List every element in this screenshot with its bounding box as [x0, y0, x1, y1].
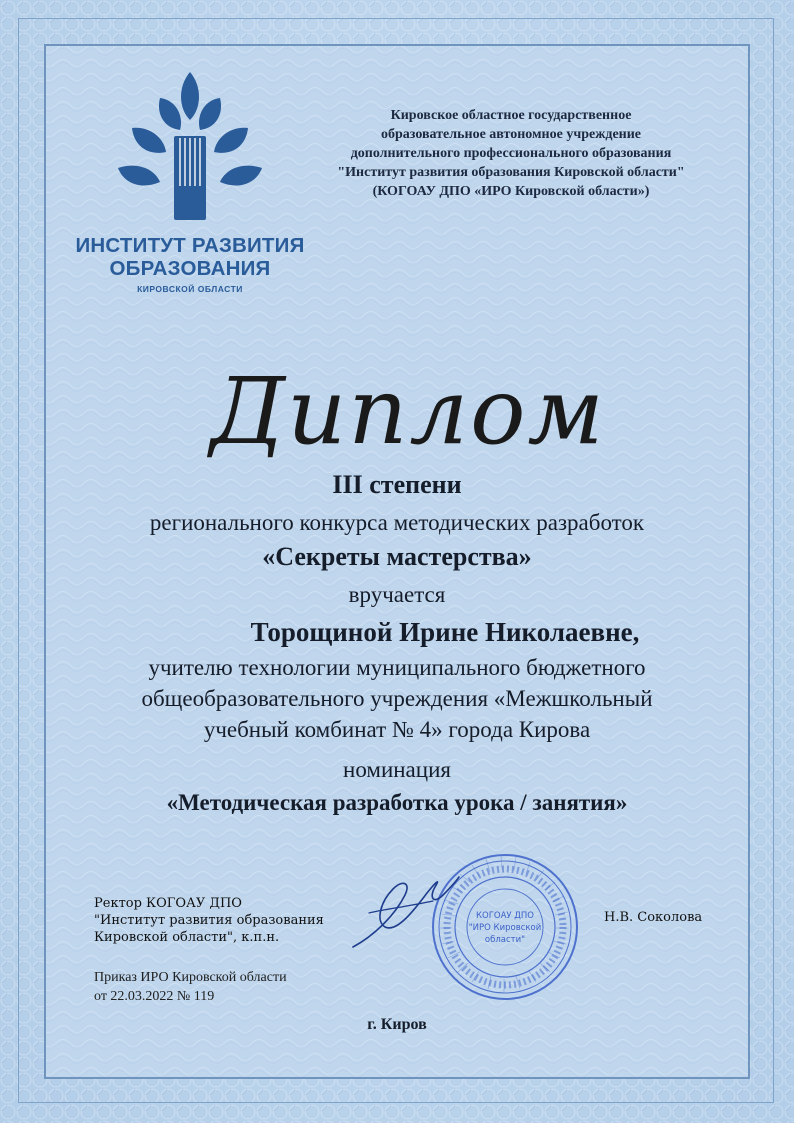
organization-name	[296, 106, 726, 201]
organization-line: образовательное автономное учреждение	[380, 127, 642, 142]
institute-logo	[70, 68, 310, 298]
city: г. Киров	[367, 1016, 427, 1033]
order-line: от 22.03.2022 № 119	[94, 989, 215, 1004]
order-line: Приказ ИРО Кировской области	[94, 970, 287, 985]
description-line: учебный комбинат № 4» города Кирова	[203, 717, 591, 742]
degree: III степени	[332, 470, 462, 499]
order-reference	[94, 968, 287, 1006]
rector-line: Кировской области", к.п.н.	[94, 930, 280, 945]
nomination-label: номинация	[343, 757, 451, 782]
diploma-heading	[0, 345, 794, 475]
organization-line: (КОГОАУ ДПО «ИРО Кировской области»)	[372, 184, 650, 199]
organization-line: "Институт развития образования Кировской области"	[337, 165, 685, 180]
awarded-label: вручается	[348, 582, 446, 607]
nomination: «Методическая разработка урока / занятия»	[166, 790, 628, 815]
organization-line: Кировское областное государственное	[390, 108, 632, 123]
recipient-description	[60, 652, 734, 745]
contest-name: «Секреты мастерства»	[262, 542, 532, 571]
stamp-text-line: "ИРО Кировской	[468, 923, 542, 933]
rector-line: "Институт развития образования	[94, 913, 324, 928]
organization-line: дополнительного профессионального образования	[350, 146, 672, 161]
logo-title-line: ИНСТИТУТ РАЗВИТИЯ	[75, 234, 305, 257]
rector-line: Ректор КОГОАУ ДПО	[94, 896, 242, 911]
logo-title	[70, 234, 310, 280]
rector-title	[94, 895, 324, 946]
logo-subtitle: КИРОВСКОЙ ОБЛАСТИ	[137, 284, 243, 294]
signature	[345, 865, 465, 955]
tree-icon	[110, 68, 270, 228]
signer-name: Н.В. Соколова	[604, 910, 703, 925]
contest-description: регионального конкурса методических разработок	[149, 510, 645, 535]
logo-title-line: ОБРАЗОВАНИЯ	[109, 257, 271, 280]
description-line: общеобразовательного учреждения «Межшкольный	[141, 686, 653, 711]
stamp-text-line: КОГОАУ ДПО	[475, 911, 535, 921]
recipient-name: Торощиной Ирине Николаевне,	[250, 617, 640, 647]
description-line: учителю технологии муниципального бюджетного	[148, 655, 646, 680]
diploma-heading-text: Диплом	[210, 358, 606, 465]
stamp-text-line: области"	[484, 935, 526, 945]
